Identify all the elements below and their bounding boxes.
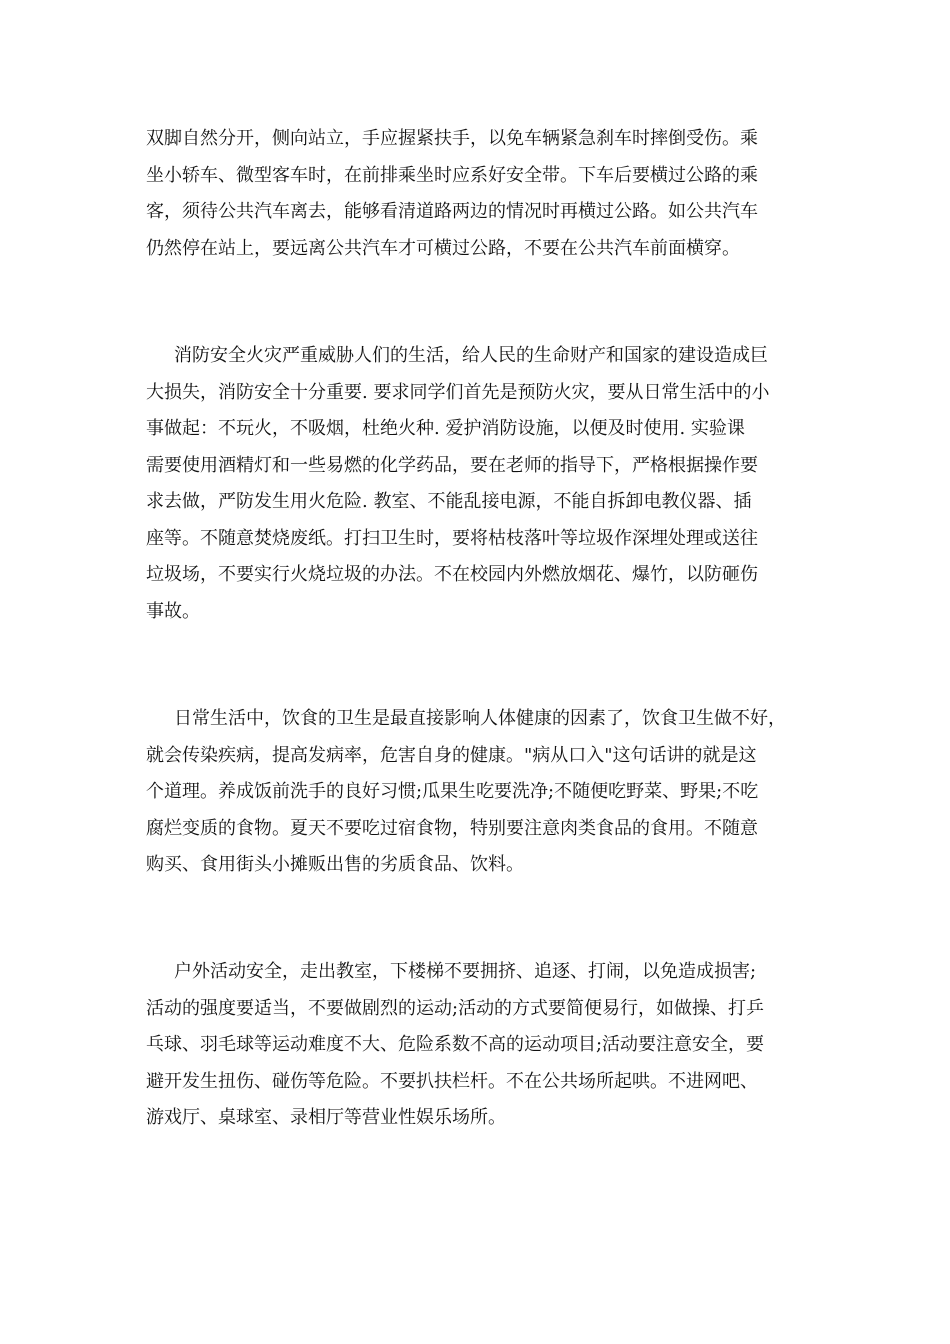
text-line: 需要使用酒精灯和一些易燃的化学药品，要在老师的指导下，严格根据操作要 bbox=[146, 454, 758, 476]
text-line: 腐烂变质的食物。夏天不要吃过宿食物，特别要注意肉类食品的食用。不随意 bbox=[146, 817, 758, 839]
text-line: 客，须待公共汽车离去，能够看清道路两边的情况时再横过公路。如公共汽车 bbox=[146, 201, 758, 222]
text-line: 个道理。养成饭前洗手的良好习惯;瓜果生吃要洗净;不随便吃野菜、野果;不吃 bbox=[146, 781, 759, 802]
text-line: 避开发生扭伤、碰伤等危险。不要扒扶栏杆。不在公共场所起哄。不进网吧、 bbox=[146, 1070, 758, 1092]
text-line: 就会传染疾病，提高发病率，危害自身的健康。"病从口入"这句话讲的就是这 bbox=[146, 744, 757, 766]
text-line: 垃圾场，不要实行火烧垃圾的办法。不在校园内外燃放烟花、爆竹，以防砸伤 bbox=[146, 564, 758, 585]
text-line: 仍然停在站上，要远离公共汽车才可横过公路，不要在公共汽车前面横穿。 bbox=[146, 237, 740, 259]
text-line: 购买、食用街头小摊贩出售的劣质食品、饮料。 bbox=[146, 854, 524, 875]
text-line: 大损失，消防安全十分重要. 要求同学们首先是预防火灾，要从日常生活中的小 bbox=[146, 381, 770, 403]
paragraph-fire-safety bbox=[146, 338, 811, 630]
text-line: 座等。不随意焚烧废纸。打扫卫生时，要将枯枝落叶等垃圾作深埋处理或送往 bbox=[146, 527, 758, 549]
paragraph-bus-safety bbox=[146, 121, 811, 267]
text-line: 乓球、羽毛球等运动难度不大、危险系数不高的运动项目;活动要注意安全，要 bbox=[146, 1034, 765, 1055]
text-line: 消防安全火灾严重威胁人们的生活，给人民的生命财产和国家的建设造成巨 bbox=[174, 345, 768, 366]
paragraph-food-hygiene bbox=[146, 701, 811, 884]
text-line: 活动的强度要适当，不要做剧烈的运动;活动的方式要简便易行，如做操、打乒 bbox=[146, 997, 765, 1019]
text-line: 双脚自然分开，侧向站立，手应握紧扶手，以免车辆紧急刹车时摔倒受伤。乘 bbox=[146, 128, 758, 149]
paragraph-outdoor-safety bbox=[146, 954, 811, 1137]
text-line: 日常生活中，饮食的卫生是最直接影响人体健康的因素了，饮食卫生做不好， bbox=[174, 708, 786, 729]
text-line: 事故。 bbox=[146, 600, 200, 622]
text-line: 坐小轿车、微型客车时，在前排乘坐时应系好安全带。下车后要横过公路的乘 bbox=[146, 164, 758, 186]
text-line: 求去做，严防发生用火危险. 教室、不能乱接电源，不能自拆卸电教仪器、插 bbox=[146, 491, 752, 512]
text-line: 事做起：不玩火，不吸烟，杜绝火种. 爱护消防设施，以便及时使用. 实验课 bbox=[146, 418, 745, 439]
text-line: 户外活动安全，走出教室，下楼梯不要拥挤、追逐、打闹，以免造成损害; bbox=[174, 961, 757, 982]
text-line: 游戏厅、桌球室、录相厅等营业性娱乐场所。 bbox=[146, 1107, 506, 1128]
